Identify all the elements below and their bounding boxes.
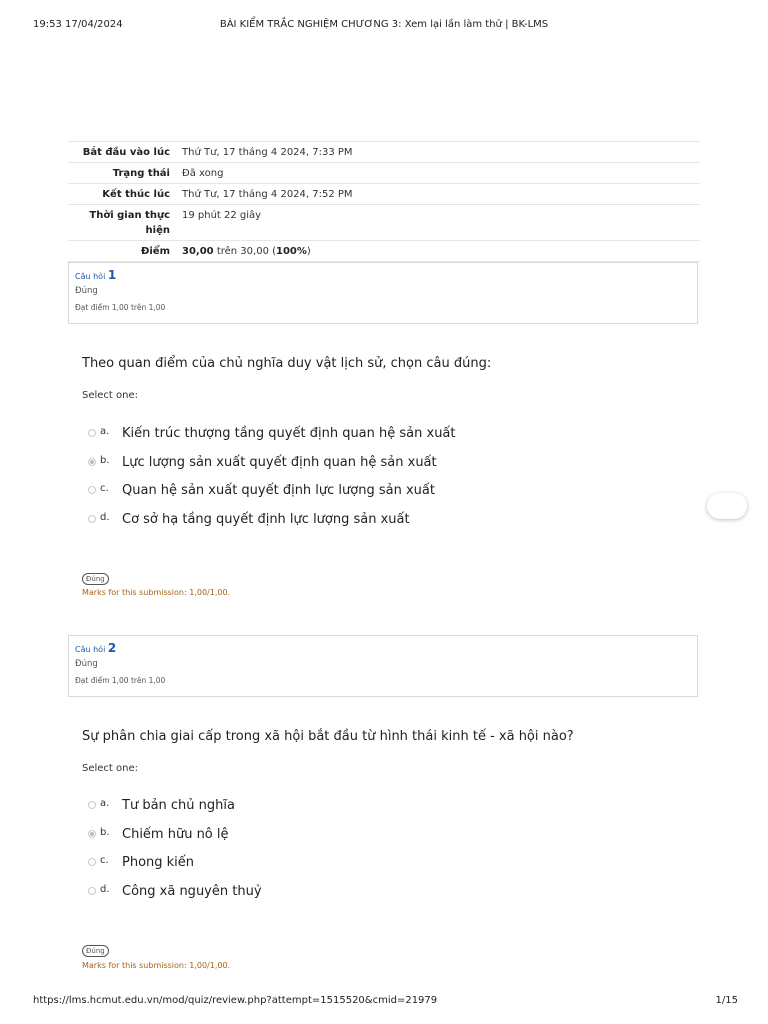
answer-text: Chiếm hữu nô lệ — [122, 826, 229, 842]
question-grade: Đạt điểm 1,00 trên 1,00 — [75, 303, 166, 312]
started-value: Thứ Tư, 17 tháng 4 2024, 7:33 PM — [182, 147, 353, 158]
radio-button[interactable] — [88, 801, 96, 809]
question-state: Đúng — [75, 659, 98, 669]
answer-text: Phong kiến — [122, 854, 195, 870]
question-prefix: Câu hỏi — [75, 645, 106, 654]
page-counter: 1/15 — [715, 995, 738, 1006]
state-value: Đã xong — [182, 168, 224, 179]
state-label: Trạng thái — [112, 168, 170, 179]
time-label: Thời gian thực hiện — [89, 210, 170, 236]
summary-row-completed — [68, 184, 700, 205]
grade-value — [176, 241, 700, 262]
question-grade: Đạt điểm 1,00 trên 1,00 — [75, 676, 166, 685]
correct-badge: Đúng — [82, 945, 109, 957]
attempt-summary-table — [68, 141, 700, 262]
grade-label: Điểm — [140, 246, 170, 257]
radio-button-selected[interactable] — [88, 830, 96, 838]
question-number-value: 1 — [107, 268, 117, 282]
summary-row-started — [68, 142, 700, 163]
page-title: BÀI KIỂM TRẮC NGHIỆM CHƯƠNG 3: Xem lại lần làm thử | BK-LMS — [219, 19, 549, 30]
print-datetime: 19:53 17/04/2024 — [33, 19, 123, 30]
radio-button[interactable] — [88, 858, 96, 866]
time-value: 19 phút 22 giây — [182, 210, 262, 221]
answer-letter: b. — [100, 454, 110, 466]
answer-option-c[interactable] — [88, 481, 435, 499]
radio-button[interactable] — [88, 887, 96, 895]
completed-label: Kết thúc lúc — [102, 189, 170, 200]
answer-letter: a. — [100, 425, 110, 437]
drawer-toggle-tab[interactable] — [707, 493, 747, 519]
answer-text: Quan hệ sản xuất quyết định lực lượng sản xuất — [122, 482, 435, 498]
answer-letter: d. — [100, 883, 110, 895]
answer-option-a[interactable] — [88, 424, 456, 442]
select-one-prompt: Select one: — [82, 763, 139, 774]
grade-percent: 100% — [276, 246, 307, 257]
completed-value: Thứ Tư, 17 tháng 4 2024, 7:52 PM — [182, 189, 353, 200]
question-info-2 — [68, 635, 698, 697]
answer-option-b[interactable] — [88, 453, 437, 471]
answer-letter: a. — [100, 797, 110, 809]
question-state: Đúng — [75, 286, 98, 296]
answer-text: Cơ sở hạ tầng quyết định lực lượng sản xuất — [122, 511, 410, 527]
radio-button[interactable] — [88, 486, 96, 494]
answer-option-a[interactable] — [88, 796, 235, 814]
question-number — [75, 269, 691, 283]
answer-text: Tư bản chủ nghĩa — [122, 797, 235, 813]
grade-rest: trên 30,00 ( — [213, 246, 277, 257]
radio-button-selected[interactable] — [88, 458, 96, 466]
answer-option-b[interactable] — [88, 825, 229, 843]
answer-text: Công xã nguyên thuỷ — [122, 883, 262, 899]
correct-badge: Đúng — [82, 573, 109, 585]
marks-for-submission: Marks for this submission: 1,00/1,00. — [82, 961, 231, 970]
answer-text: Kiến trúc thượng tầng quyết định quan hệ sản xuất — [122, 425, 456, 441]
answer-text: Lực lượng sản xuất quyết định quan hệ sản xuất — [122, 454, 437, 470]
summary-row-state — [68, 163, 700, 184]
question-info-1 — [68, 262, 698, 324]
select-one-prompt: Select one: — [82, 390, 139, 401]
started-label: Bắt đầu vào lúc — [82, 147, 170, 158]
answer-letter: b. — [100, 826, 110, 838]
answer-letter: d. — [100, 511, 110, 523]
page-url: https://lms.hcmut.edu.vn/mod/quiz/review.php?attempt=1515520&cmid=21979 — [33, 995, 438, 1006]
grade-close: ) — [306, 246, 311, 257]
marks-for-submission: Marks for this submission: 1,00/1,00. — [82, 588, 231, 597]
question-text: Theo quan điểm của chủ nghĩa duy vật lịch sử, chọn câu đúng: — [82, 356, 492, 371]
answer-letter: c. — [100, 854, 109, 866]
question-prefix: Câu hỏi — [75, 272, 106, 281]
radio-button[interactable] — [88, 429, 96, 437]
answer-option-d[interactable] — [88, 510, 410, 528]
question-number-value: 2 — [107, 641, 117, 655]
answer-option-d[interactable] — [88, 882, 262, 900]
grade-score: 30,00 — [182, 246, 214, 257]
answer-option-c[interactable] — [88, 853, 194, 871]
question-number — [75, 642, 691, 656]
summary-row-time — [68, 205, 700, 241]
radio-button[interactable] — [88, 515, 96, 523]
answer-letter: c. — [100, 482, 109, 494]
summary-row-grade — [68, 241, 700, 262]
question-text: Sự phân chia giai cấp trong xã hội bắt đầu từ hình thái kinh tế - xã hội nào? — [82, 729, 574, 744]
